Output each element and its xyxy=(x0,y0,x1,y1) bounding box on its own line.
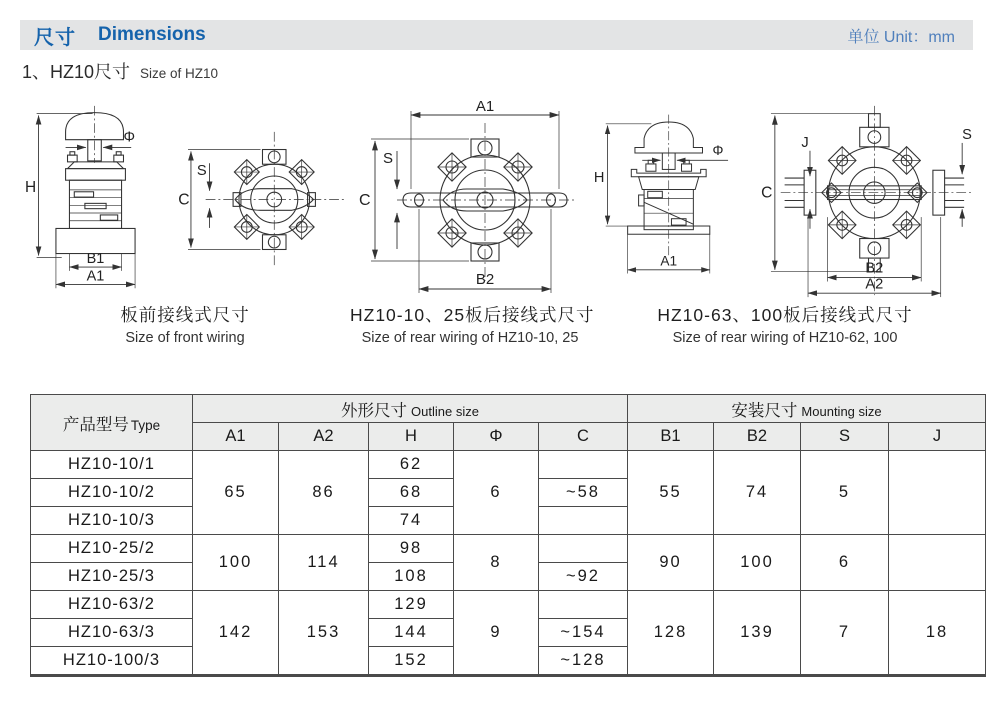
dimension-table-wrap xyxy=(30,394,986,677)
h-cell: 74 xyxy=(369,507,454,535)
h-cell: 144 xyxy=(369,619,454,647)
b2-cell: 74 xyxy=(714,451,801,535)
type-cell: HZ10-63/2 xyxy=(31,591,193,619)
c-cell xyxy=(539,451,628,479)
figure-rear-wiring-63-100 xyxy=(590,96,980,348)
dim-label-j: J xyxy=(801,134,809,151)
c-cell: ~128 xyxy=(539,647,628,676)
col-header-a2: A2 xyxy=(279,423,369,451)
a1-cell: 65 xyxy=(193,451,279,535)
dim-label-phi: Φ xyxy=(712,142,724,158)
h-cell: 108 xyxy=(369,563,454,591)
side-view-drawing-1 xyxy=(23,103,168,296)
figure-front-wiring xyxy=(20,96,350,348)
b2-cell: 100 xyxy=(714,535,801,591)
dimension-table xyxy=(30,394,986,677)
figure-3-caption-zh: HZ10-63、100板后接线式尺寸 xyxy=(657,305,913,325)
unit-label: 单位 Unit：mm xyxy=(847,28,955,46)
j-cell xyxy=(889,535,986,591)
section-title-zh: HZ10尺寸 xyxy=(50,62,131,82)
group-header-outline xyxy=(193,395,628,423)
a2-cell: 86 xyxy=(279,451,369,535)
dim-label-b2: B2 xyxy=(475,271,494,288)
a1-cell: 100 xyxy=(193,535,279,591)
c-cell: ~92 xyxy=(539,563,628,591)
figure-rear-wiring-10-25 xyxy=(350,96,595,348)
group-header-mounting xyxy=(628,395,986,423)
group-header-outline-zh: 外形尺寸 xyxy=(341,401,408,420)
figures-row xyxy=(20,96,980,348)
page-title-zh: 尺寸 xyxy=(34,26,76,49)
dim-label-h: H xyxy=(24,178,36,196)
b2-cell: 139 xyxy=(714,591,801,676)
section-title-en: Size of HZ10 xyxy=(140,66,219,81)
a1-cell: 142 xyxy=(193,591,279,676)
j-cell: 18 xyxy=(889,591,986,676)
col-header-s: S xyxy=(801,423,889,451)
h-cell: 129 xyxy=(369,591,454,619)
figure-3-caption-en: Size of rear wiring of HZ10-62, 100 xyxy=(672,330,898,346)
s-cell: 6 xyxy=(801,535,889,591)
table-row xyxy=(31,535,986,563)
type-cell: HZ10-25/2 xyxy=(31,535,193,563)
dim-label-b2: B2 xyxy=(865,260,884,277)
dim-label-s: S xyxy=(196,163,207,179)
group-header-outline-en: Outline size xyxy=(411,403,479,419)
s-cell: 5 xyxy=(801,451,889,535)
group-header-mounting-en: Mounting size xyxy=(801,403,882,419)
c-cell xyxy=(539,591,628,619)
col-header-type-zh: 产品型号 xyxy=(62,415,129,434)
col-header-j: J xyxy=(889,423,986,451)
a2-cell: 114 xyxy=(279,535,369,591)
front-view-drawing-3 xyxy=(759,100,979,300)
col-header-a1: A1 xyxy=(193,423,279,451)
b1-cell: 128 xyxy=(628,591,714,676)
phi-cell: 8 xyxy=(454,535,539,591)
dim-label-a1: A1 xyxy=(86,268,104,285)
c-cell: ~58 xyxy=(539,479,628,507)
type-cell: HZ10-25/3 xyxy=(31,563,193,591)
type-cell: HZ10-100/3 xyxy=(31,647,193,676)
figure-2-caption-zh: HZ10-10、25板后接线式尺寸 xyxy=(350,305,595,325)
dim-label-c: C xyxy=(761,184,773,202)
c-cell xyxy=(539,535,628,563)
type-cell: HZ10-10/1 xyxy=(31,451,193,479)
dim-label-b1: B1 xyxy=(86,251,104,268)
dim-label-a2: A2 xyxy=(865,275,884,292)
b1-cell: 55 xyxy=(628,451,714,535)
figure-2-drawings xyxy=(350,96,590,303)
col-header-h: H xyxy=(369,423,454,451)
figure-2-caption-en: Size of rear wiring of HZ10-10, 25 xyxy=(361,330,579,346)
phi-cell: 6 xyxy=(454,451,539,535)
section-header-bar xyxy=(20,20,973,50)
figure-1-caption-zh: 板前接线式尺寸 xyxy=(120,305,250,325)
section-index: 1、 xyxy=(22,62,51,82)
dim-label-s: S xyxy=(962,126,972,143)
section-title xyxy=(22,58,218,84)
j-cell xyxy=(889,451,986,535)
phi-cell: 9 xyxy=(454,591,539,676)
col-header-type-en: Type xyxy=(130,417,161,433)
col-header-phi: Φ xyxy=(454,423,539,451)
dim-label-phi: Φ xyxy=(122,129,135,146)
figure-1-drawings xyxy=(20,96,350,303)
h-cell: 62 xyxy=(369,451,454,479)
page-title-en: Dimensions xyxy=(98,24,206,45)
col-header-b2: B2 xyxy=(714,423,801,451)
group-header-mounting-zh: 安装尺寸 xyxy=(731,401,798,420)
front-view-drawing-1 xyxy=(176,126,348,273)
side-view-drawing-3 xyxy=(591,111,751,289)
a2-cell: 153 xyxy=(279,591,369,676)
dim-label-c: C xyxy=(177,191,190,209)
type-cell: HZ10-63/3 xyxy=(31,619,193,647)
c-cell: ~154 xyxy=(539,619,628,647)
h-cell: 98 xyxy=(369,535,454,563)
dim-label-c: C xyxy=(358,192,371,209)
figure-1-caption-en: Size of front wiring xyxy=(125,330,245,346)
col-header-type xyxy=(31,395,193,451)
s-cell: 7 xyxy=(801,591,889,676)
col-header-b1: B1 xyxy=(628,423,714,451)
front-view-drawing-2 xyxy=(353,97,588,302)
b1-cell: 90 xyxy=(628,535,714,591)
h-cell: 152 xyxy=(369,647,454,676)
h-cell: 68 xyxy=(369,479,454,507)
type-cell: HZ10-10/3 xyxy=(31,507,193,535)
table-group-header-row xyxy=(31,395,986,423)
figure-3-drawings xyxy=(590,96,980,303)
dim-label-h: H xyxy=(593,169,605,186)
c-cell xyxy=(539,507,628,535)
table-row xyxy=(31,451,986,479)
col-header-c: C xyxy=(539,423,628,451)
table-row xyxy=(31,591,986,619)
dim-label-a1: A1 xyxy=(475,98,494,115)
type-cell: HZ10-10/2 xyxy=(31,479,193,507)
dim-label-a1: A1 xyxy=(660,252,678,268)
dim-label-s: S xyxy=(382,150,393,167)
